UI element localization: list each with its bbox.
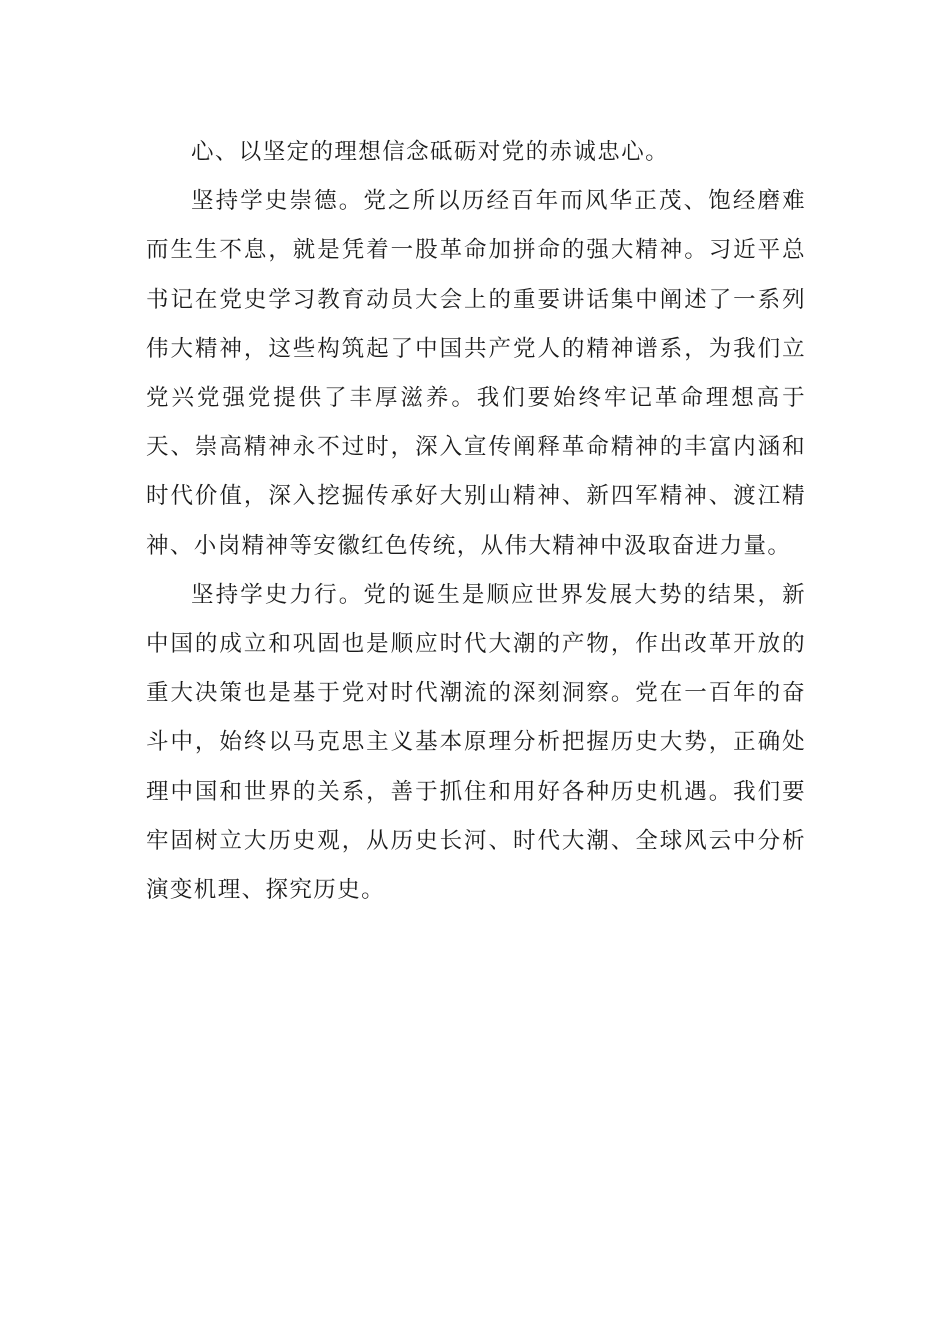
body-text	[146, 128, 806, 915]
paragraph-continuation: 心、以坚定的理想信念砥砺对党的赤诚忠心。	[191, 139, 670, 165]
paragraph-xueshi-chongde: 坚持学史崇德。党之所以历经百年而风华正茂、饱经磨难而生生不息，就是凭着一股革命加拼命的强大精神。习近平总书记在党史学习教育动员大会上的重要讲话集中阐述了一系列伟大精神，这些构筑起了中国共产党人的精神谱系，为我们立党兴党强党提供了丰厚滋养。我们要始终牢记革命理想高于天、崇高精神永不过时，深入宣传阐释革命精神的丰富内涵和时代价值，深入挖掘传承好大别山精神、新四军精神、渡江精神、小岗精神等安徽红色传统，从伟大精神中汲取奋进力量。	[146, 188, 806, 559]
paragraph-xueshi-lixing: 坚持学史力行。党的诞生是顺应世界发展大势的结果，新中国的成立和巩固也是顺应时代大潮的产物，作出改革开放的重大决策也是基于党对时代潮流的深刻洞察。党在一百年的奋斗中，始终以马克思主义基本原理分析把握历史大势，正确处理中国和世界的关系，善于抓住和用好各种历史机遇。我们要牢固树立大历史观，从历史长河、时代大潮、全球风云中分析演变机理、探究历史。	[146, 581, 806, 904]
